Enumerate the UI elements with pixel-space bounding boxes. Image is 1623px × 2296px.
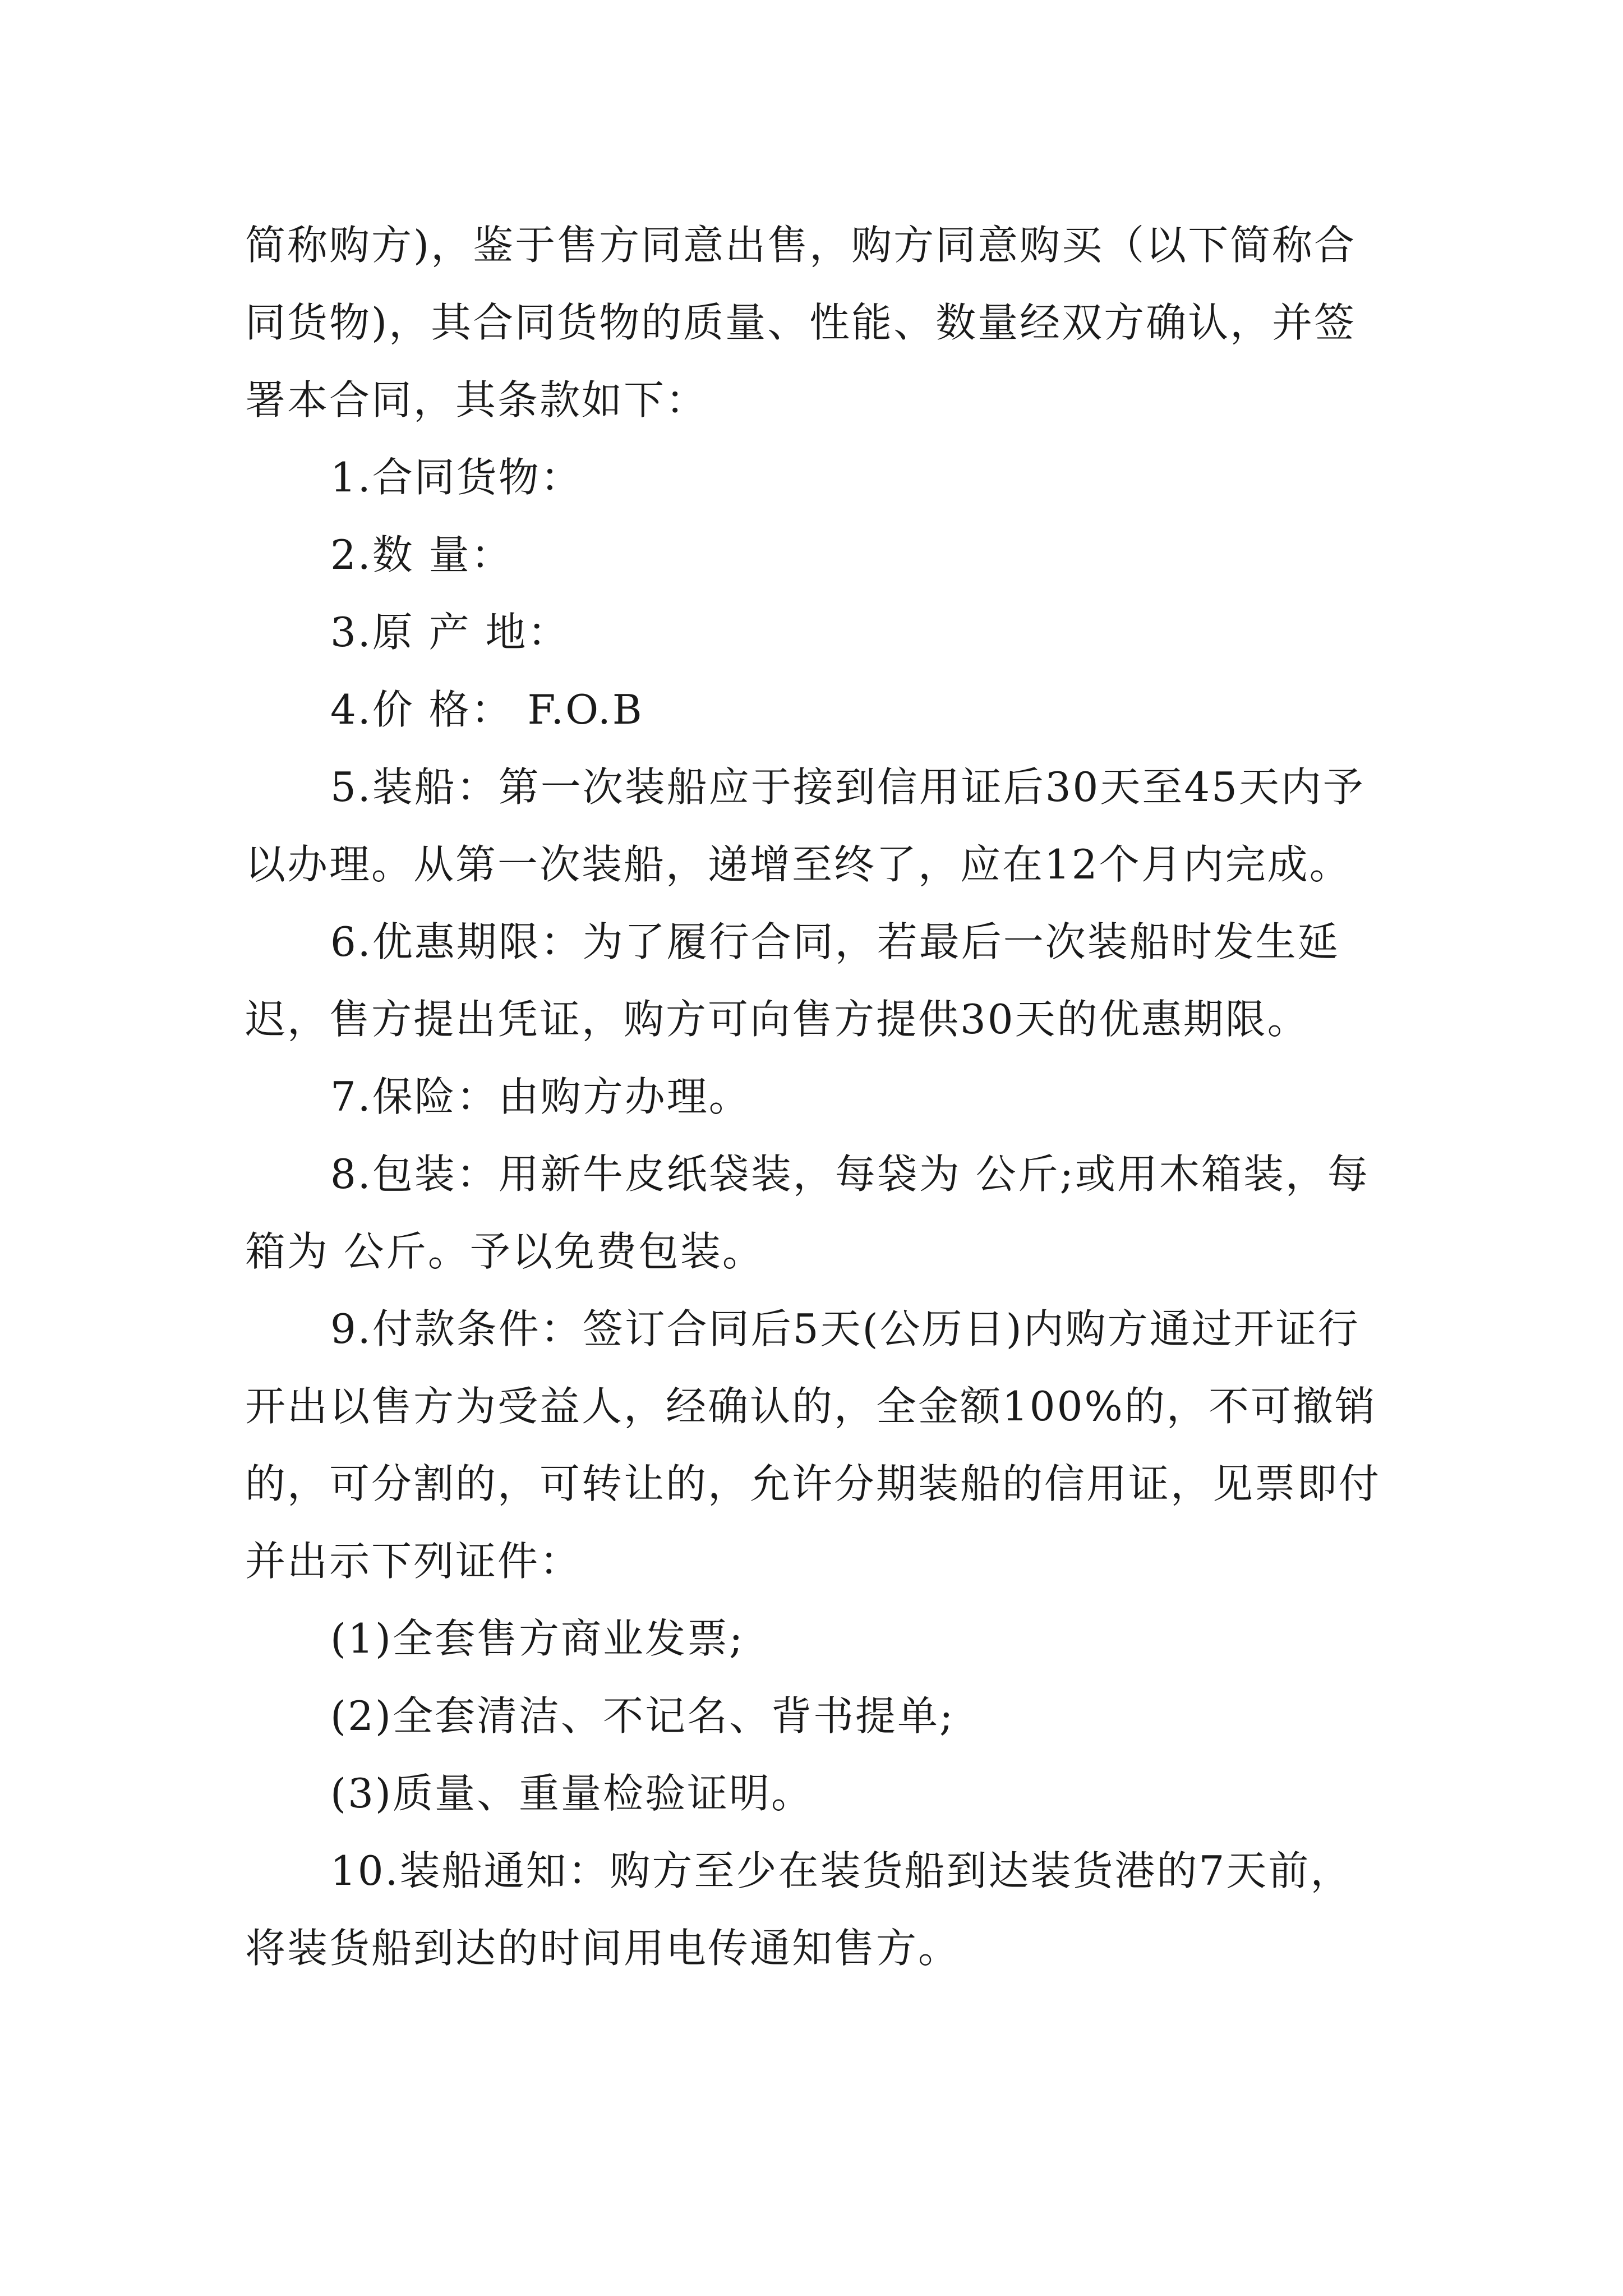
clause-shipment: 5.装船：第一次装船应于接到信用证后30天至45天内予以办理。从第一次装船，递增至终了，应在12个月内完成。	[245, 763, 1365, 888]
clause-origin: 3.原 产 地：	[330, 609, 570, 656]
clause-grace-period: 6.优惠期限：为了履行合同，若最后一次装船时发生延迟，售方提出凭证，购方可向售方提供30天的优惠期限。	[245, 918, 1340, 1043]
clause-shipping-notice: 10.装船通知：购方至少在装货船到达装货港的7天前，将装货船到达的时间用电传通知售方。	[245, 1847, 1353, 1972]
list-item-inspection: (3)质量、重量检验证明。	[330, 1770, 813, 1817]
clause-insurance: 7.保险：由购方办理。	[330, 1073, 751, 1120]
clause-goods: 1.合同货物：	[330, 454, 583, 501]
paragraph-preamble: 简称购方)，鉴于售方同意出售，购方同意购买（以下简称合同货物)，其合同货物的质量、性能、数量经双方确认，并签署本合同，其条款如下：	[245, 222, 1357, 424]
clause-quantity: 2.数 量：	[330, 531, 513, 578]
clause-payment: 9.付款条件：签订合同后5天(公历日)内购方通过开证行开出以售方为受益人，经确认的，全金额100%的，不可撤销的，可分割的，可转让的，允许分期装船的信用证，见票即付并出示下列证件：	[245, 1305, 1381, 1585]
clause-packing: 8.包装：用新牛皮纸袋装，每袋为 公斤;或用木箱装，每箱为 公斤。予以免费包装。	[245, 1151, 1370, 1275]
list-item-invoice: (1)全套售方商业发票;	[330, 1615, 745, 1662]
clause-price: 4.价 格： F.O.B	[330, 686, 644, 733]
document-body	[245, 206, 1384, 1987]
list-item-bill-of-lading: (2)全套清洁、不记名、背书提单;	[330, 1692, 955, 1740]
